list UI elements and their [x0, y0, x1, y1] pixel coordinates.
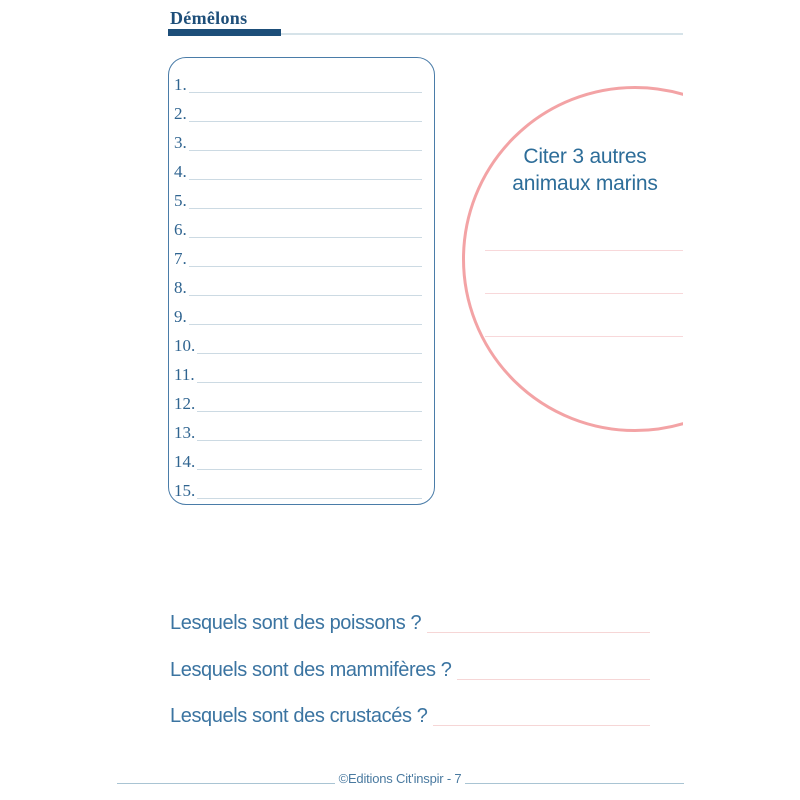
numbered-line: [174, 325, 422, 354]
answer-blank: [197, 440, 422, 441]
answer-blank: [189, 324, 422, 325]
footer-credit: ©Editions Cit'inspir - 7: [338, 771, 462, 786]
question-row: [170, 652, 650, 680]
circle-answer-line: [485, 250, 683, 251]
circle-prompt-text: [465, 143, 683, 197]
circle-prompt-line1: Citer 3 autres: [523, 145, 647, 168]
answer-blank: [189, 121, 422, 122]
line-number: 11.: [174, 365, 195, 384]
line-number: 3.: [174, 133, 187, 152]
line-number: 6.: [174, 220, 187, 239]
numbered-line: [174, 122, 422, 151]
question-text: Lesquels sont des mammifères ?: [170, 659, 452, 681]
question-text: Lesquels sont des poissons ?: [170, 612, 422, 634]
question-answer-line: [433, 725, 650, 726]
circle-answer-line: [485, 336, 683, 337]
numbered-line: [174, 412, 422, 441]
circle-answer-line: [485, 293, 683, 294]
line-number: 13.: [174, 423, 196, 442]
numbered-answer-box: [168, 57, 435, 505]
answer-blank: [189, 295, 422, 296]
line-number: 8.: [174, 278, 187, 297]
numbered-line: [174, 64, 422, 93]
numbered-line: [174, 441, 422, 470]
question-answer-line: [457, 679, 650, 680]
answer-blank: [197, 353, 422, 354]
line-number: 1.: [174, 75, 187, 94]
numbered-line: [174, 151, 422, 180]
line-number: 14.: [174, 452, 196, 471]
line-number: 7.: [174, 249, 187, 268]
numbered-line: [174, 267, 422, 296]
answer-blank: [189, 150, 422, 151]
section-title: Démêlons: [170, 8, 248, 28]
title-underline-bar: [168, 29, 281, 36]
line-number: 4.: [174, 162, 187, 181]
numbered-line: [174, 180, 422, 209]
answer-blank: [189, 208, 422, 209]
line-number: 5.: [174, 191, 187, 210]
numbered-line: [174, 354, 422, 383]
numbered-line: [174, 209, 422, 238]
numbered-line: [174, 93, 422, 122]
line-number: 10.: [174, 336, 196, 355]
numbered-line: [174, 383, 422, 412]
numbered-line: [174, 296, 422, 325]
answer-blank: [197, 411, 422, 412]
answer-blank: [189, 179, 422, 180]
footer-rule-right: [465, 783, 684, 784]
question-row: [170, 605, 650, 633]
line-number: 9.: [174, 307, 187, 326]
line-number: 12.: [174, 394, 196, 413]
prompt-circle: [462, 86, 683, 432]
question-answer-line: [427, 632, 650, 633]
line-number: 15.: [174, 481, 196, 500]
answer-blank: [197, 382, 422, 383]
numbered-line: [174, 238, 422, 267]
answer-blank: [197, 469, 422, 470]
header-rule: [281, 33, 683, 35]
answer-blank: [189, 237, 422, 238]
answer-blank: [197, 498, 422, 499]
answer-blank: [189, 266, 422, 267]
question-row: [170, 698, 650, 726]
answer-blank: [189, 92, 422, 93]
numbered-line: [174, 470, 422, 499]
circle-prompt-line2: animaux marins: [512, 172, 658, 195]
line-number: 2.: [174, 104, 187, 123]
question-text: Lesquels sont des crustacés ?: [170, 705, 428, 727]
